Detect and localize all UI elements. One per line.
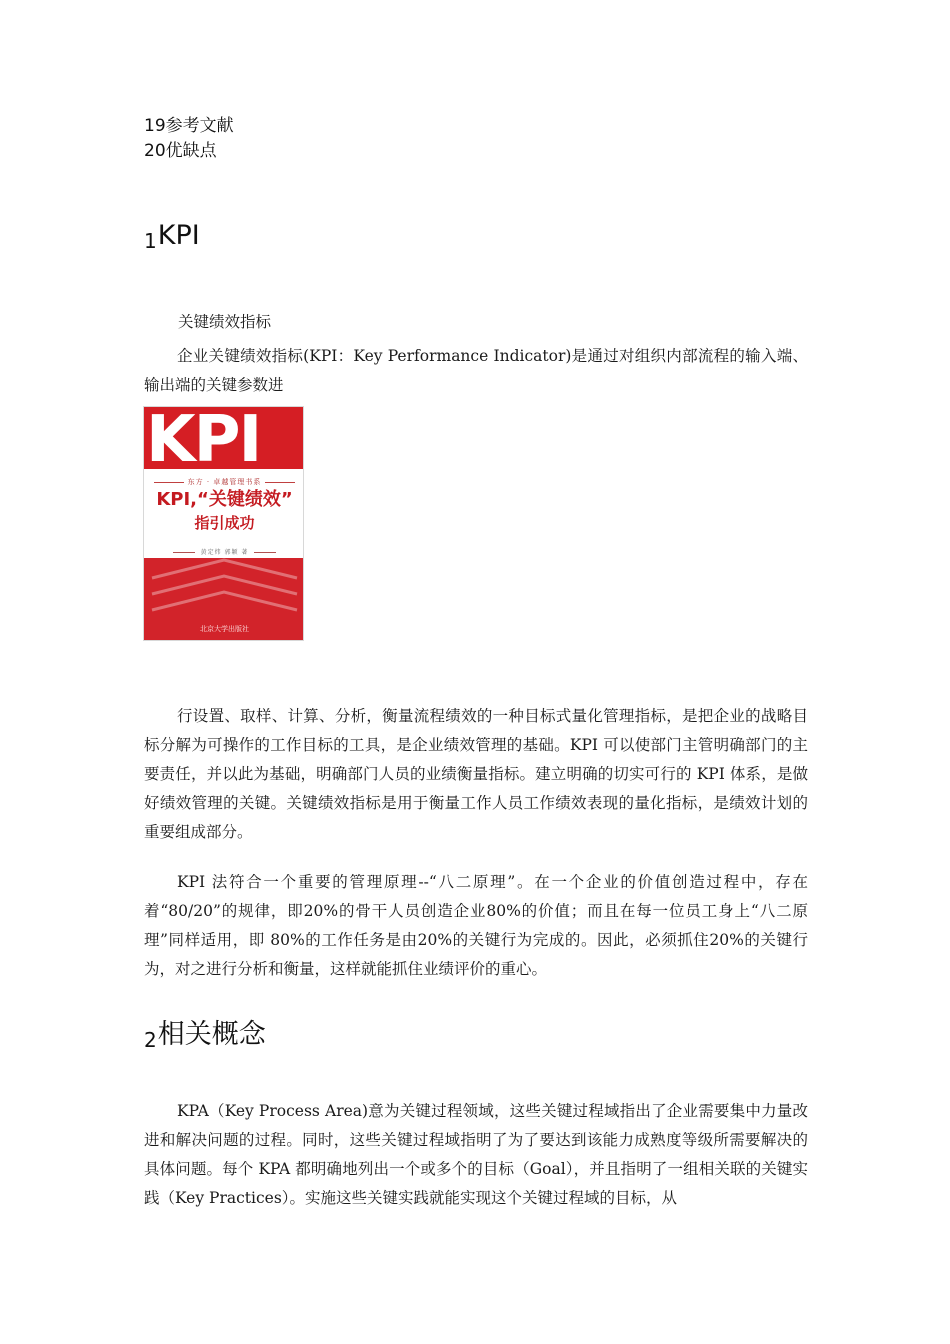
section-2-title: 相关概念 (157, 1019, 266, 1050)
cover-authors: 黄定炜 郭颖 著 (144, 547, 304, 556)
section-2-paragraph-1: KPA（Key Process Area)意为关键过程领域，这些关键过程域指出了企业需要集中力量改进和解决问题的过程。同时，这些关键过程域指明了为了要达到该能力成熟度等级所需要解决的具体问题。每个 KPA 都明确地列出一个或多个的目标（Goal），并且指明了一组相关联的关键实践（Key Practices）。实施这些关键实践就能实现这个关键过程域的目标，从 (144, 1102, 808, 1207)
cover-title-line2: 指引成功 (194, 514, 255, 532)
toc-item-20[interactable]: 20优缺点 (144, 141, 217, 161)
section-1-subhead: 关键绩效指标 (178, 313, 272, 331)
section-1-title: KPI (157, 220, 200, 251)
section-2-number: 2 (144, 1028, 157, 1052)
section-1-number: 1 (144, 229, 157, 253)
book-cover-image (143, 406, 304, 641)
cover-bottom-band (144, 558, 304, 641)
section-1-paragraph-1: 行设置、取样、计算、分析，衡量流程绩效的一种目标式量化管理指标，是把企业的战略目标分解为可操作的工作目标的工具，是企业绩效管理的基础。KPI 可以使部门主管明确部门的主要责任，并以此为基础，明确部门人员的业绩衡量指标。建立明确的切实可行的 KPI 体系，是做好绩效管理的关键。关键绩效指标是用于衡量工作人员工作绩效表现的量化指标，是绩效计划的重要组成部分。 (144, 707, 808, 841)
section-1-intro: 企业关键绩效指标(KPI：Key Performance Indicator)是通过对组织内部流程的输入端、输出端的关键参数进 (144, 347, 808, 394)
section-1-paragraph-2: KPI 法符合一个重要的管理原理--“八二原理”。在一个企业的价值创造过程中，存在着“80/20”的规律，即20%的骨干人员创造企业80%的价值；而且在每一位员工身上“八二原理”同样适用，即 80%的工作任务是由20%的关键行为完成的。因此，必须抓住20%的关键行为，对之进行分析和衡量，这样就能抓住业绩评价的重心。 (144, 873, 808, 978)
cover-title-line1: KPI,“关键绩效” (156, 489, 293, 510)
cover-publisher: 北京大学出版社 (200, 625, 249, 633)
cover-series: 东方 · 卓越管理书系 (144, 477, 304, 487)
cover-logo: KPI (146, 407, 261, 469)
section-2-heading (144, 1017, 266, 1054)
cover-top-band (144, 407, 304, 469)
section-1-heading (144, 218, 200, 255)
toc-item-19[interactable]: 19参考文献 (144, 116, 234, 136)
